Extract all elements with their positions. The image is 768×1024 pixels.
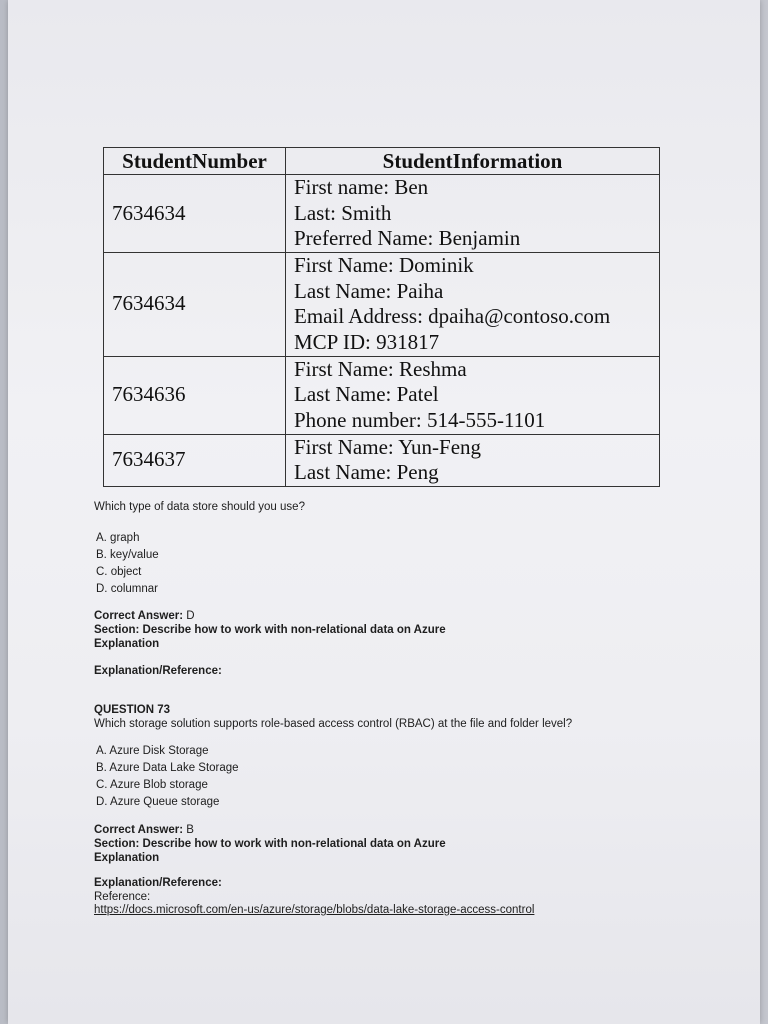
question-72-options bbox=[94, 530, 159, 598]
info-line: First Name: Dominik bbox=[294, 253, 474, 277]
correct-answer-value: B bbox=[186, 824, 194, 836]
student-info-cell bbox=[286, 356, 660, 434]
student-info-cell bbox=[286, 252, 660, 356]
student-number-cell: 7634634 bbox=[104, 252, 286, 356]
section-line: Section: Describe how to work with non-relational data on Azure bbox=[94, 624, 446, 636]
student-number-cell: 7634634 bbox=[104, 175, 286, 253]
correct-answer bbox=[94, 609, 446, 623]
correct-answer-label: Correct Answer: bbox=[94, 824, 184, 836]
info-line: Preferred Name: Benjamin bbox=[294, 226, 521, 250]
table-row bbox=[104, 252, 660, 356]
printed-page bbox=[8, 0, 760, 1024]
answer-option-c: C. Azure Blob storage bbox=[96, 779, 208, 791]
table-row bbox=[104, 434, 660, 486]
table-row bbox=[104, 175, 660, 253]
answer-option-d: D. columnar bbox=[96, 583, 158, 595]
answer-option-c: C. object bbox=[96, 566, 142, 578]
info-line: MCP ID: 931817 bbox=[294, 329, 440, 354]
correct-answer bbox=[94, 823, 446, 837]
question-prompt: Which type of data store should you use? bbox=[94, 501, 305, 513]
correct-answer-value: D bbox=[186, 610, 195, 622]
info-line: Last Name: Paiha bbox=[294, 278, 444, 303]
answer-option-b: B. Azure Data Lake Storage bbox=[96, 762, 239, 774]
reference-label: Reference: bbox=[94, 890, 151, 903]
answer-option-a: A. Azure Disk Storage bbox=[96, 745, 209, 757]
question-prompt: Which storage solution supports role-based access control (RBAC) at the file and folder level? bbox=[94, 718, 573, 730]
info-line: Phone number: 514-555-1101 bbox=[294, 407, 546, 432]
explanation-reference-label: Explanation/Reference: bbox=[94, 877, 222, 889]
info-line: Email Address: dpaiha@contoso.com bbox=[294, 304, 611, 328]
info-line: Last Name: Patel bbox=[294, 382, 439, 407]
student-info-cell bbox=[286, 434, 660, 486]
header-student-number: StudentNumber bbox=[104, 148, 286, 175]
student-table bbox=[103, 147, 660, 487]
student-number-cell: 7634636 bbox=[104, 356, 286, 434]
info-line: Last Name: Peng bbox=[294, 460, 439, 484]
answer-option-b: B. key/value bbox=[96, 549, 159, 561]
answer-option-d: D. Azure Queue storage bbox=[96, 796, 220, 808]
explanation-label: Explanation bbox=[94, 852, 160, 864]
answer-option-a: A. graph bbox=[96, 532, 140, 544]
question-title: QUESTION 73 bbox=[94, 704, 171, 716]
table-header-row bbox=[104, 148, 660, 175]
question-73-header bbox=[94, 703, 572, 731]
student-number-cell: 7634637 bbox=[104, 434, 286, 486]
correct-answer-label: Correct Answer: bbox=[94, 610, 184, 622]
question-72-prompt-block bbox=[94, 499, 305, 516]
question-73-reference-block bbox=[94, 877, 534, 918]
info-line: First name: Ben bbox=[294, 175, 429, 199]
section-line: Section: Describe how to work with non-relational data on Azure bbox=[94, 838, 446, 850]
info-line: Last: Smith bbox=[294, 200, 392, 225]
explanation-reference-label: Explanation/Reference: bbox=[94, 665, 222, 677]
info-line: First Name: Yun-Feng bbox=[294, 434, 482, 459]
question-73-options bbox=[94, 743, 239, 811]
question-73-answer-block bbox=[94, 823, 446, 865]
student-info-cell bbox=[286, 175, 660, 253]
table-row bbox=[104, 356, 660, 434]
explanation-label: Explanation bbox=[94, 638, 160, 650]
info-line: First Name: Reshma bbox=[294, 356, 467, 381]
header-student-information: StudentInformation bbox=[286, 148, 660, 175]
question-72-answer-block bbox=[94, 609, 446, 651]
reference-link: https://docs.microsoft.com/en-us/azure/storage/blobs/data-lake-storage-access-control bbox=[94, 904, 535, 916]
